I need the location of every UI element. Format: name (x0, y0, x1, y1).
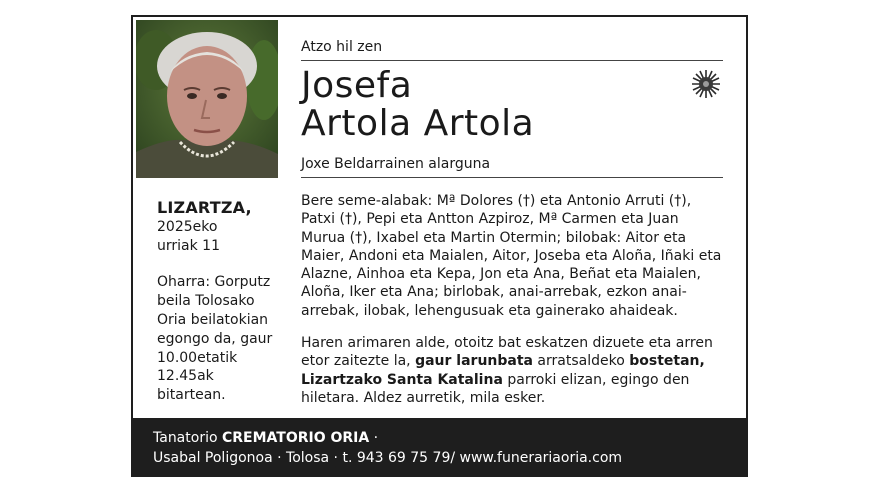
announcement-text: arratsaldeko (532, 353, 630, 370)
funeral-home-footer (133, 418, 746, 475)
announcement-text: Haren arimaren alde, otoitz bat eskatzen dizuete eta arren etor zaitezte la, (301, 335, 713, 370)
place-label: LIZARTZA, (157, 198, 252, 217)
footer-line-1 (153, 428, 726, 448)
widow-of-label: Joxe Beldarrainen alarguna (301, 156, 491, 172)
portrait-photo (136, 20, 278, 178)
obituary-card (131, 15, 748, 477)
date-line-2: urriak 11 (157, 237, 220, 254)
footer-separator: · (369, 430, 379, 446)
name-first: Josefa (301, 65, 413, 106)
deceased-name (301, 67, 723, 143)
footer-contact-line: Usabal Poligonoa · Tolosa · t. 943 69 75 79/ www.funerariaoria.com (153, 450, 623, 466)
name-surnames: Artola Artola (301, 103, 535, 144)
funeral-announcement (301, 334, 723, 407)
right-column (301, 38, 723, 407)
divider (301, 177, 723, 178)
flower-emblem-icon (689, 67, 723, 101)
died-yesterday-label: Atzo hil zen (301, 39, 383, 55)
footer-prefix: Tanatorio (153, 430, 222, 446)
announcement-text: parroki elizan, egingo den hiletara. Aldez aurretik, mila esker. (301, 371, 690, 406)
left-column (157, 199, 285, 405)
date-line-1: 2025eko (157, 218, 218, 235)
announcement-time-place: bostetan, Lizartzako Santa Katalina (301, 353, 705, 388)
wake-note: Oharra: Gorputz beila Tolosako Oria beilatokian egongo da, gaur 10.00etatik 12.45ak bitartean. (157, 274, 273, 404)
divider (301, 60, 723, 61)
funeral-home-name: CREMATORIO ORIA (221, 430, 370, 446)
family-list: Bere seme-alabak: Mª Dolores (†) eta Antonio Arruti (†), Patxi (†), Pepi eta Antton Azpiroz, Mª Carmen eta Juan Murua (†), Ixabel eta Martin Otermin; bilobak: Aitor eta Maier, Andoni eta Maialen, Aitor, Joseba eta Aloña, Iñaki eta Alazne, Ainhoa eta Kepa, Jon eta Ana, Beñat eta Maialen, Aloña, Iker eta Ana; birlobak, anai-arrebak, ezkon anai-arrebak, ilobak, lehengusuak eta gainerako ahaideak. (301, 193, 722, 319)
announcement-day: gaur larunbata (415, 353, 533, 370)
